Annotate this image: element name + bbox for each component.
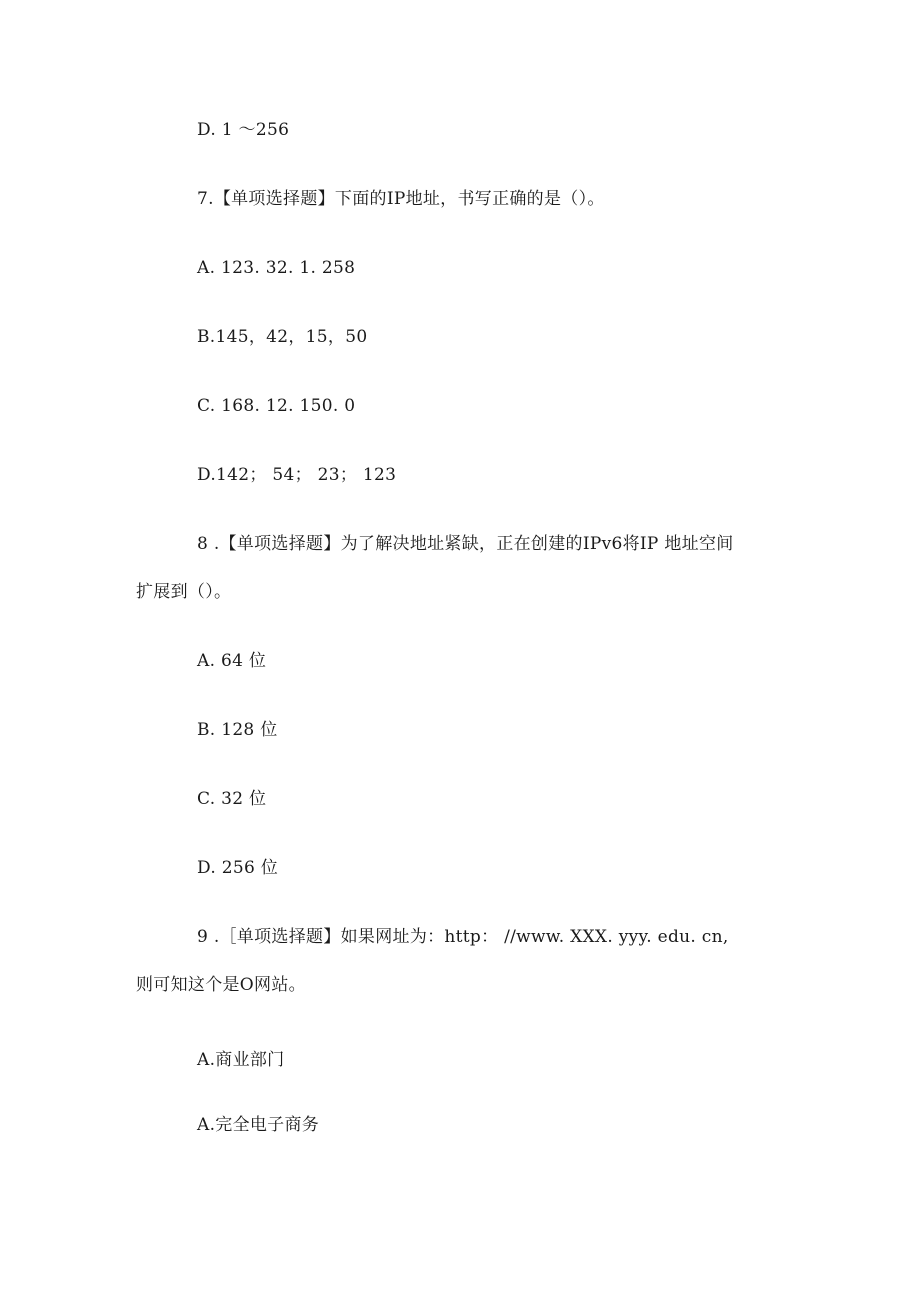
q8-stem-line2: 扩展到（）。 — [136, 582, 232, 602]
q7-option-a: A. 123. 32. 1. 258 — [197, 258, 356, 278]
q8-option-c: C. 32 位 — [197, 789, 267, 809]
q6-option-d: D. 1 ～256 — [197, 120, 290, 140]
q9-option-a: A.商业部门 — [197, 1050, 285, 1070]
q8-stem-line1: 8 .【单项选择题】为了解决地址紧缺，正在创建的IPv6将IP 地址空间 — [197, 534, 734, 554]
q9-stem-line1: 9 .［单项选择题】如果网址为：http： //www. XXX. yyy. edu. cn, — [197, 927, 729, 947]
q9-option-a2: A.完全电子商务 — [197, 1115, 320, 1135]
q8-option-b: B. 128 位 — [197, 720, 278, 740]
q7-stem: 7.【单项选择题】下面的IP地址，书写正确的是（）。 — [197, 189, 605, 209]
q7-option-c: C. 168. 12. 150. 0 — [197, 396, 356, 416]
q7-option-b: B.145，42，15，50 — [197, 327, 368, 347]
q9-stem-line2: 则可知这个是O网站。 — [136, 975, 306, 995]
q8-option-d: D. 256 位 — [197, 858, 279, 878]
q7-option-d: D.142； 54； 23； 123 — [197, 465, 397, 485]
q8-option-a: A. 64 位 — [197, 651, 267, 671]
